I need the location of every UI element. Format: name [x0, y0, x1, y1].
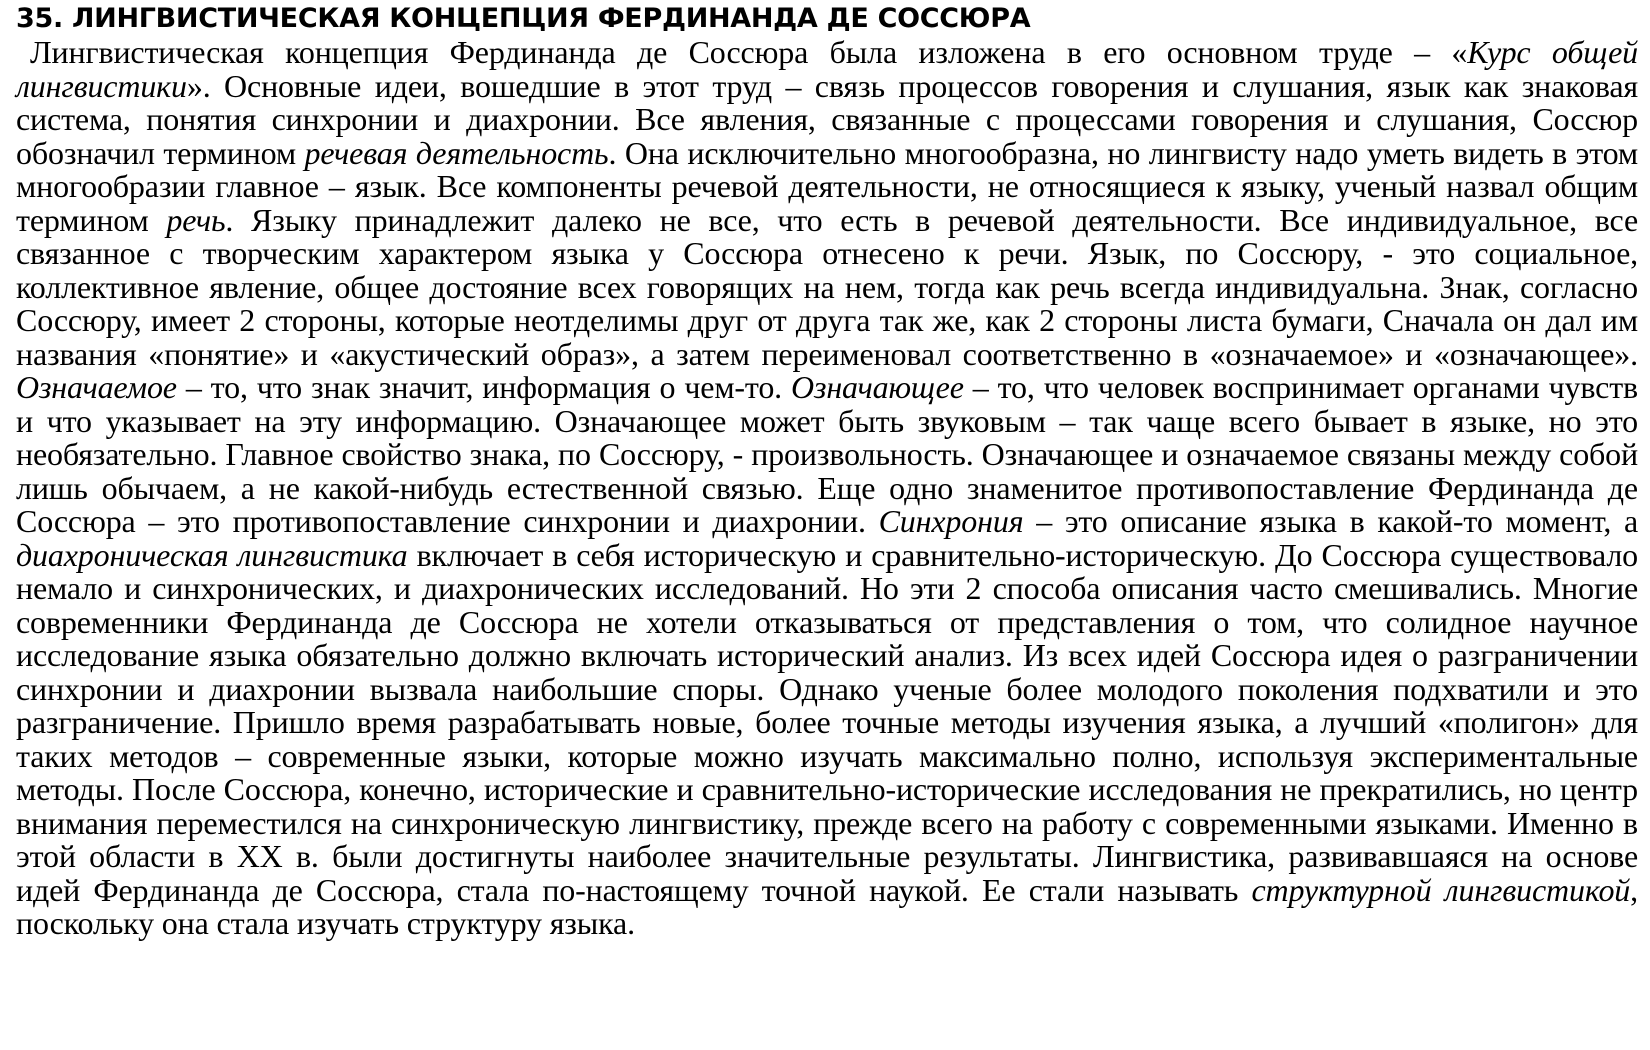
text-segment: Лингвистическая концепция Фердинанда де Соссюра была изложена в его основном труде – « — [30, 34, 1468, 70]
italic-term: структурной лингвистикой — [1251, 871, 1631, 908]
section-heading: 35. ЛИНГВИСТИЧЕСКАЯ КОНЦЕПЦИЯ ФЕРДИНАНДА ДЕ СОССЮРА — [16, 3, 1031, 34]
text-segment: . Она исключительно многообразна, но лингвисту надо уметь видеть в этом многообразии главное – язык. Все компоненты речевой деятельности, не относящиеся к языку, ученый назвал общим термином — [16, 134, 1638, 238]
body-paragraph — [16, 36, 1638, 941]
text-segment: , поскольку она стала изучать структуру языка. — [16, 871, 1638, 941]
text-segment: включает в себя историческую и сравнительно-историческую. До Соссюра существовало немало и синхронических, и диахронических исследований. Но эти 2 способа описания часто смешивались. Многие современники Фердинанда де Соссюра не хотели отказываться от представления о том, что солидное научное исследование языка обязательно должно включать исторический анализ. Из всех идей Соссюра идея о разграничении синхронии и диахронии вызвала наибольшие споры. Однако ученые более молодого поколения подхватили и это разграничение. Пришло время разрабатывать новые, более точные методы изучения языка, а лучший «полигон» для таких методов – современные языки, которые можно изучать максимально полно, используя экспериментальные методы. После Соссюра, конечно, исторические и сравнительно-исторические исследования не прекратились, но центр внимания переместился на синхроническую лингвистику, прежде всего на работу с современными языками. Именно в этой области в XX в. были достигнуты наиболее значительные результаты. Лингвистика, развивавшаяся на основе идей Фердинанда де Соссюра, стала по-настоящему точной наукой. Ее стали называть — [16, 536, 1638, 908]
text-segment: ». Основные идеи, вошедшие в этот труд – связь процессов говорения и слушания, язык как знаковая система, понятия синхронии и диахронии. Все явления, связанные с процессами говорения и слушания, Соссюр обозначил термином — [16, 67, 1638, 171]
italic-term: Курс общей лингвистики — [16, 34, 1638, 104]
italic-term: Означающее — [791, 369, 964, 405]
italic-term: диахроническая лингвистика — [16, 536, 408, 573]
italic-term: речь — [166, 201, 226, 238]
text-segment: – то, что знак значит, информация о чем-то. — [176, 369, 792, 405]
text-segment: – то, что человек воспринимает органами чувств и что указывает на эту информацию. Означающее может быть звуковым – так чаще всего бывает в языке, но это необязательно. Главное свойство знака, по Соссюру, - произвольность. Означающее и означаемое связаны между собой лишь обычаем, а не какой-нибудь естественной связью. Еще одно знаменитое противопоставление Фердинанда де Соссюра – это противопоставление синхронии и диахронии. — [16, 369, 1638, 539]
text-segment: . Языку принадлежит далеко не все, что есть в речевой деятельности. Все индивидуальное, все связанное с творческим характером языка у Соссюра отнесено к речи. Язык, по Соссюру, - это социальное, коллективное явление, общее достояние всех говорящих на нем, тогда как речь всегда индивидуальна. Знак, согласно Соссюру, имеет 2 стороны, которые неотделимы друг от друга так же, как 2 стороны листа бумаги, Сначала он дал им названия «понятие» и «акустический образ», а затем переименовал соответственно в «означаемое» и «означающее». — [16, 201, 1639, 372]
italic-term: речевая деятельность — [304, 134, 609, 171]
text-segment: – это описание языка в какой-то момент, а — [1023, 503, 1639, 539]
italic-term: Синхрония — [878, 503, 1024, 539]
italic-term: Означаемое — [16, 369, 177, 405]
